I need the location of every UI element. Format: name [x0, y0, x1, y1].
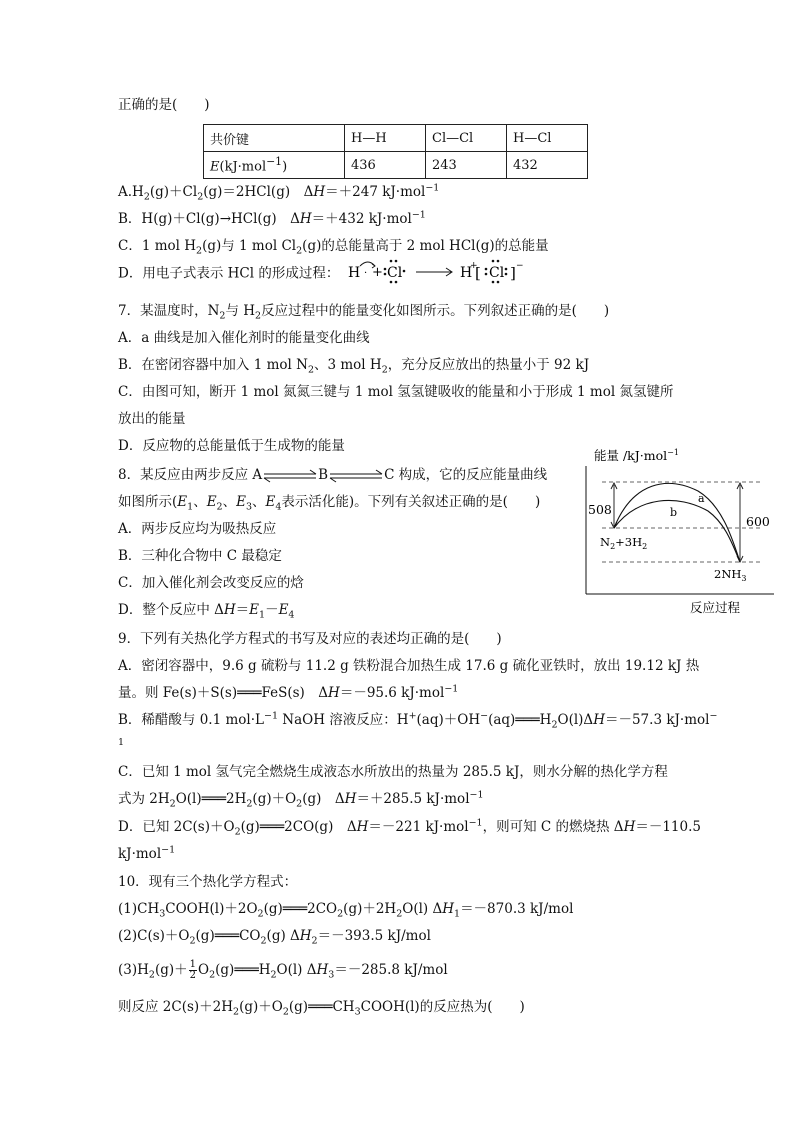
svg-text:+: + [371, 265, 383, 280]
q8-option-a: A．两步反应均为吸热反应 [118, 521, 277, 537]
svg-text:Cl: Cl [386, 265, 402, 281]
label-508: 508 [588, 502, 612, 517]
table-cell: 436 [345, 152, 426, 179]
q8-stem: 8．某反应由两步反应 A B C 构成，它的反应能量曲线 [118, 467, 548, 483]
svg-text:]: ] [509, 264, 516, 282]
label-600: 600 [746, 514, 770, 529]
q9-stem: 9．下列有关热化学方程式的书写及对应的表述均正确的是( ) [118, 631, 502, 647]
fraction-half: $\frac{1}{2}$ [189, 959, 197, 981]
q8-option-d: D．整个反应中 $\Delta H=E_1-E_4$ [118, 602, 295, 621]
q6-stem-tail: 正确的是( ) [118, 97, 210, 113]
table-cell: 243 [426, 152, 507, 179]
energy-axis-label: 能量 /kJ·mol$^{-1}$ [594, 448, 679, 463]
product-label: $2NH_3$ [714, 567, 747, 583]
q9-option-c: C．已知 1 mol 氢气完全燃烧生成液态水所放出的热量为 285.5 kJ，则水分解的热化学方程 [118, 764, 668, 780]
q7-option-c-cont: 放出的能量 [118, 411, 186, 427]
q9-option-b: B．稀醋酸与 0.1 $mol\cdot L^{-1}$ NaOH 溶液反应：$H^+(aq)+OH^-(aq)═══H_2O(l)\Delta H=-57.3$ kJ·mol− [118, 710, 718, 731]
q7-option-c: C．由图可知，断开 1 mol 氮氮三键与 1 mol 氢氢键吸收的能量和小于形成 1 mol 氮氢键所 [118, 384, 674, 400]
q6-option-b: B．H(g)＋Cl(g)→HCl(g) ΔH＝＋432 kJ·mol$^{-1}$ [118, 209, 426, 227]
svg-text:+: + [469, 261, 478, 271]
svg-text:H: H [347, 265, 360, 281]
q10-stem: 10．现有三个热化学方程式： [118, 874, 298, 890]
q7-option-a: A．a 曲线是加入催化剂时的能量变化曲线 [118, 330, 370, 346]
q6-option-a: $A.H_2(g)+Cl_2(g)=2HCl(g)$ ΔH＝＋247 kJ·mol$^{-1}$ [118, 182, 440, 203]
bond-energy-table [203, 124, 588, 179]
q10-equation-3: $(3)H_2(g)+$ $\frac{1}{2}$ $O_2(g)═══H_2O(l)$ $\Delta H_3=-285.8$ kJ/mol [118, 959, 448, 981]
table-header: Cl—Cl [426, 125, 507, 152]
svg-text:[: [ [474, 264, 481, 282]
q8-option-b: B．三种化合物中 C 最稳定 [118, 548, 282, 564]
q9-option-d-cont: kJ·mol$^{-1}$ [118, 844, 176, 862]
x-axis-label: 反应过程 [690, 600, 741, 615]
curve-a-label: a [698, 492, 705, 505]
table-header: H—H [345, 125, 426, 152]
svg-text:H: H [459, 265, 472, 281]
q9-option-a: A．密闭容器中，9.6 g 硫粉与 11.2 g 铁粉混合加热生成 17.6 g 硫化亚铁时，放出 19.12 kJ 热 [118, 658, 700, 674]
table-row-label: E(kJ·mol$^{-1}$) [204, 152, 345, 179]
q7-option-b: B．在密闭容器中加入 1 mol $N_2$、3 mol $H_2$，充分反应放出的热量小于 92 kJ [118, 357, 590, 376]
reactant-label: $N_2+3H_2$ [600, 535, 648, 551]
equilibrium-arrow-icon [262, 469, 318, 483]
table-header: H—Cl [507, 125, 588, 152]
svg-text:Cl: Cl [488, 265, 504, 281]
q9-option-c-cont: 式为 $2H_2O(l)═══2H_2(g)+O_2(g)$ ΔH＝＋285.5 kJ·mol$^{-1}$ [118, 789, 484, 810]
q6-option-c: C．1 mol $H_2(g)$与 1 mol $Cl_2(g)$的总能量高于 2 mol HCl(g)的总能量 [118, 238, 549, 257]
q7-stem: 7．某温度时，$N_2$与 $H_2$反应过程中的能量变化如图所示。下列叙述正确的是( ) [118, 303, 610, 322]
svg-text:·: · [363, 268, 367, 279]
q9-option-b-cont: 1 [118, 737, 125, 748]
q7-option-d: D．反应物的总能量低于生成物的能量 [118, 438, 345, 454]
table-header: 共价键 [204, 125, 345, 152]
q6-option-d: D．用电子式表示 HCl 的形成过程： H · + Cl H + [ Cl ] − [118, 264, 529, 284]
q8-stem-cont: 如图所示($E_1$、$E_2$、$E_3$、$E_4$表示活化能)。下列有关叙述正确的是( ) [118, 494, 541, 513]
q10-equation-1: $(1)CH_3COOH(l)+2O_2(g)═══2CO_2(g)+2H_2O(l)$ $\Delta H_1=-870.3$ kJ/mol [118, 901, 574, 920]
table-cell: 432 [507, 152, 588, 179]
equilibrium-arrow-icon [328, 469, 384, 483]
svg-text:−: − [515, 261, 524, 271]
curve-b-label: b [670, 506, 678, 519]
table-row [204, 125, 588, 152]
curve-a [614, 483, 740, 562]
table-row [204, 152, 588, 179]
energy-diagram [578, 446, 778, 616]
q10-question: 则反应 $2C(s)+2H_2(g)+O_2(g)═══CH_3COOH(l)$的反应热为( ) [118, 999, 525, 1018]
q9-option-a-cont: 量。则 Fe(s)＋S(s)═══FeS(s) ΔH＝－95.6 kJ·mol$^{-1}$ [118, 683, 459, 701]
q9-option-d: D．已知 $2C(s)+O_2(g)═══2CO(g)$ ΔH＝－221 kJ·mol$^{-1}$，则可知 C 的燃烧热 ΔH＝－110.5 [118, 817, 701, 838]
electron-formula [344, 258, 529, 284]
q10-equation-2: $(2)C(s)+O_2(g)═══CO_2(g)$ $\Delta H_2=-393.5$ kJ/mol [118, 928, 431, 947]
q8-option-c: C．加入催化剂会改变反应的焓 [118, 575, 304, 591]
